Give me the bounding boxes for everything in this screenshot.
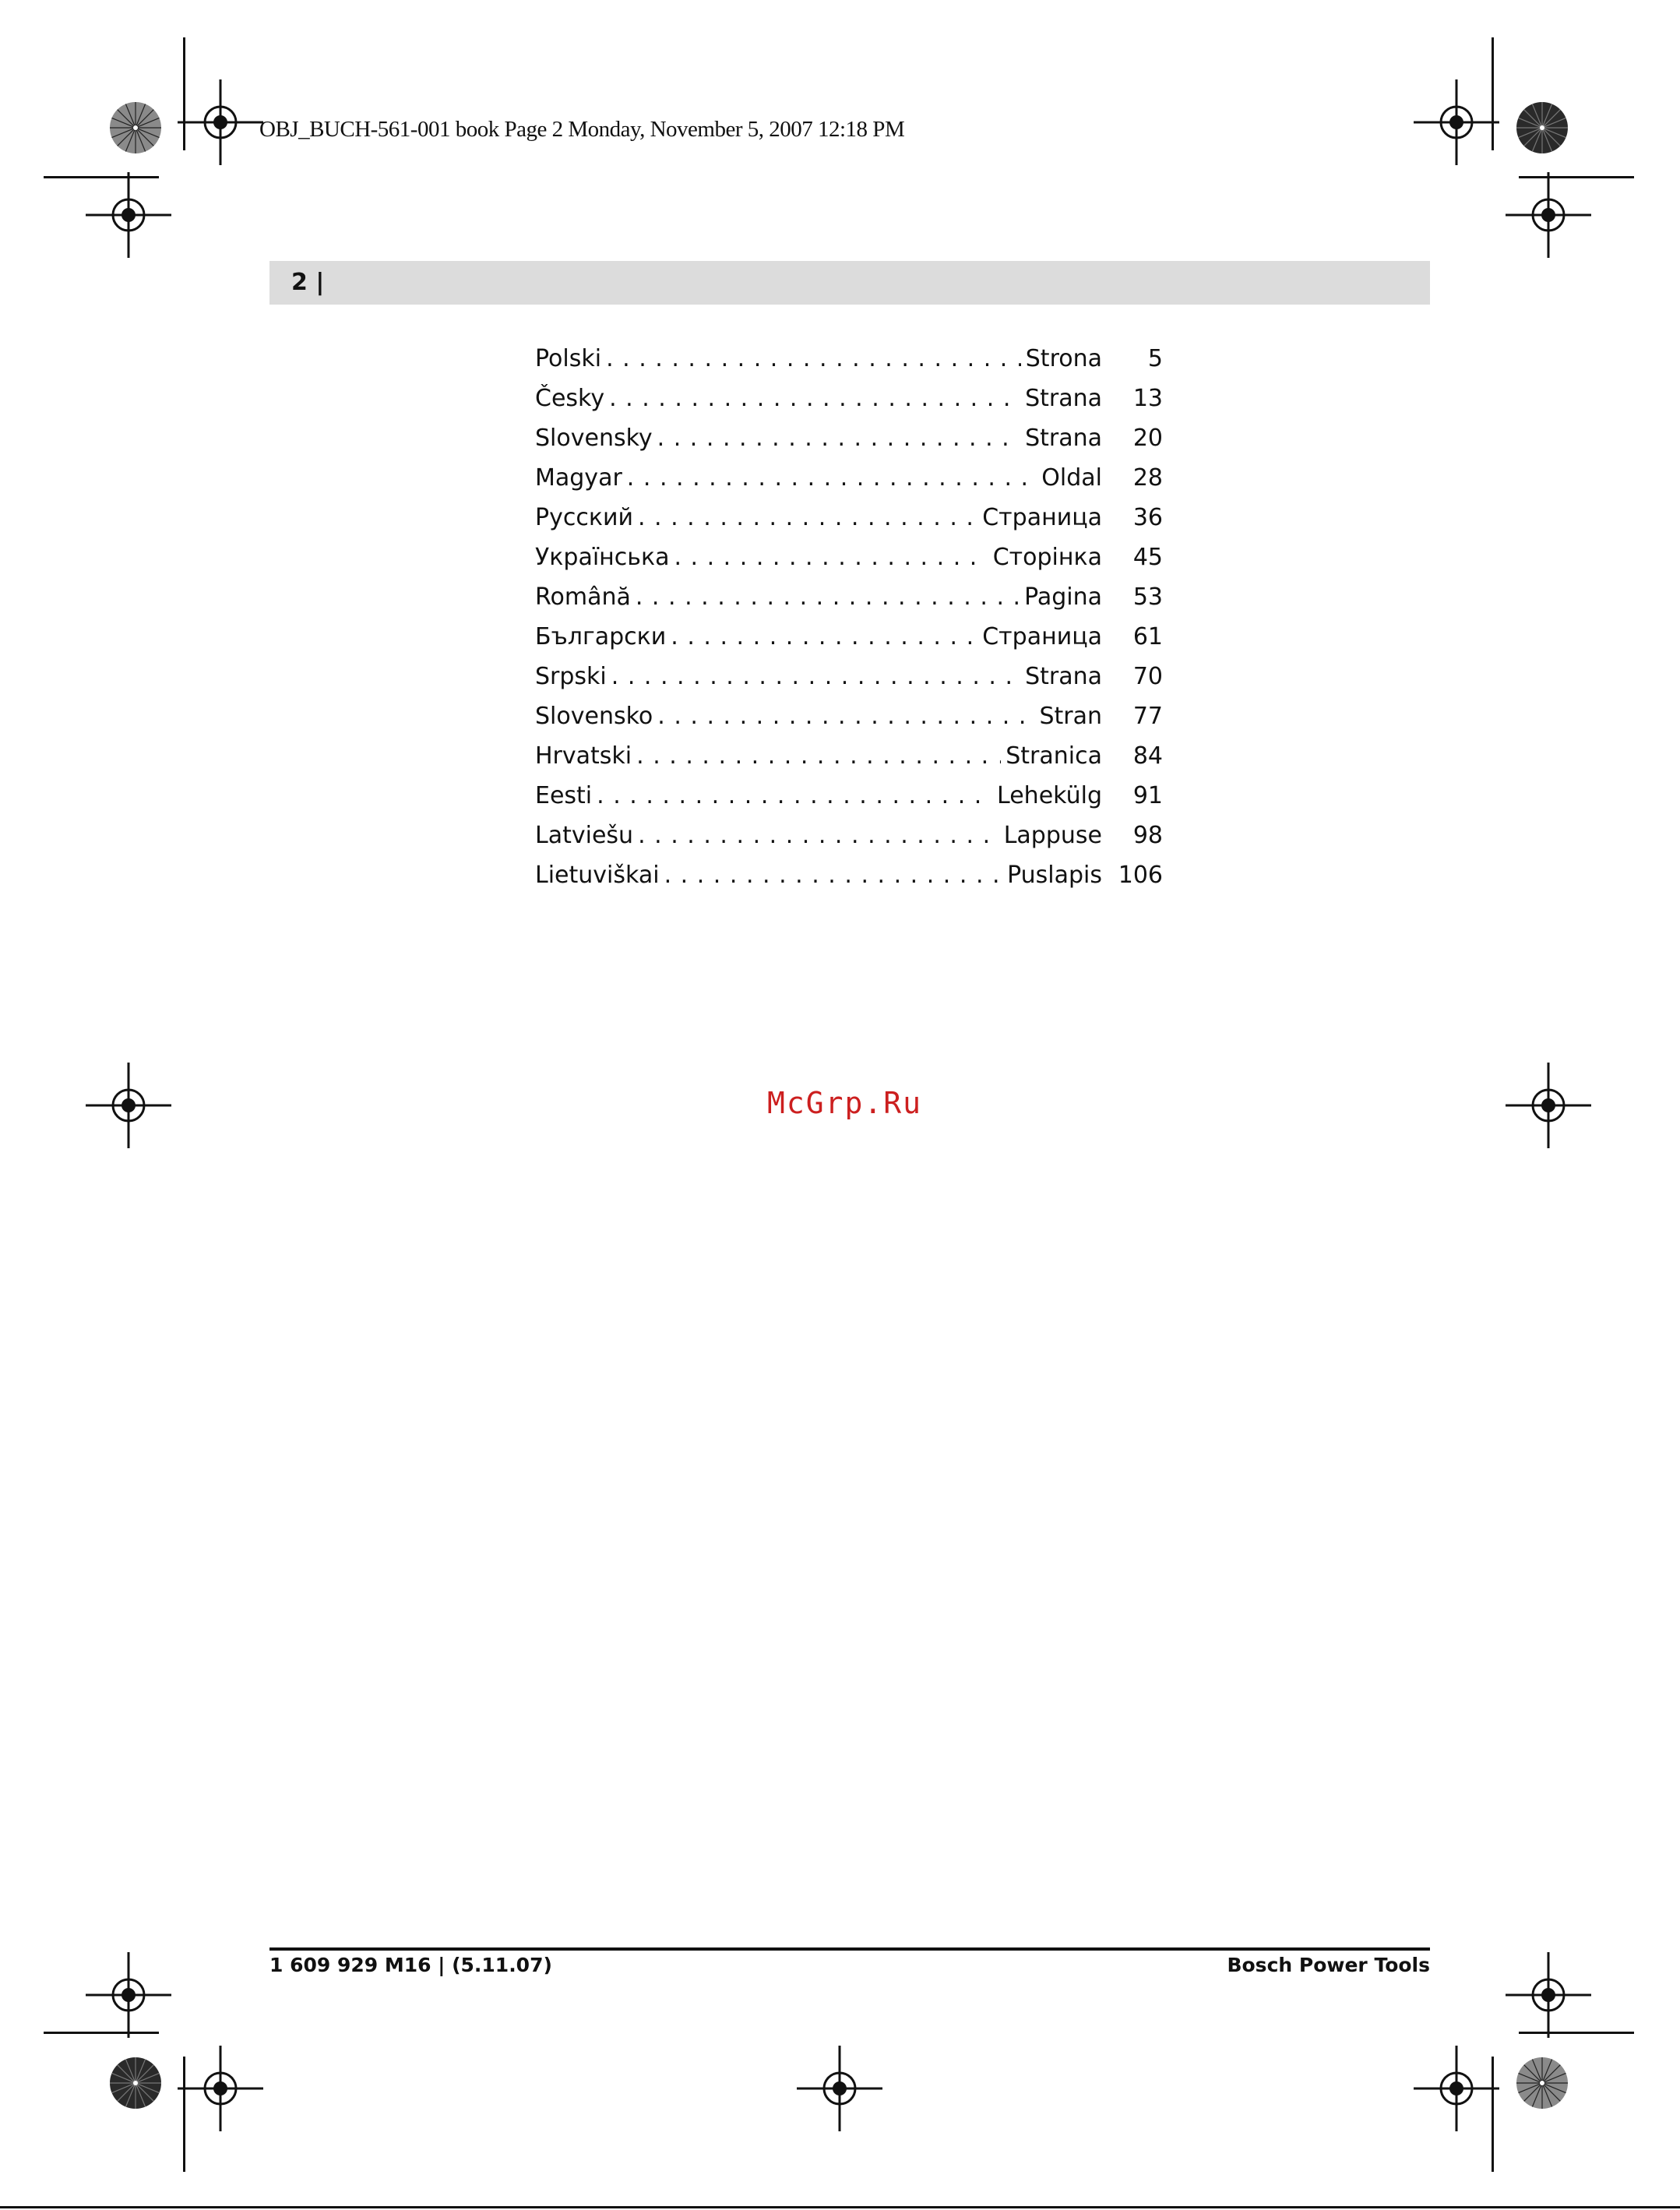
toc-page-word: Страница [982,623,1102,650]
footer-document-number: 1 609 929 M16 | (5.11.07) [269,1954,552,1976]
toc-page-word: Puslapis [1007,862,1102,889]
registration-mark-icon [86,1952,171,2038]
registration-mark-icon [178,2046,263,2131]
toc-page-word: Strana [1025,425,1102,452]
toc-language: Polski [535,345,602,372]
registration-mark-icon [1506,1952,1591,2038]
toc-language: Slovensko [535,703,653,730]
toc-language: Latviešu [535,822,634,849]
toc-page-number: 84 [1132,742,1163,770]
toc-page-number: 106 [1118,862,1163,889]
toc-entry [535,425,1163,464]
toc-entry [535,385,1163,425]
toc-entry [535,583,1163,623]
toc-page-word: Страница [982,504,1102,531]
toc-language: Česky [535,385,605,412]
toc-leader-dots [657,425,1020,452]
toc-language: Hrvatski [535,742,632,770]
toc-leader-dots [638,504,977,531]
toc-leader-dots [609,385,1020,412]
toc-entry [535,862,1163,901]
toc-page-word: Lehekülg [997,782,1102,809]
starburst-wheel-icon [1516,101,1569,154]
footer-rule [269,1947,1430,1951]
registration-mark-icon [1414,2046,1499,2131]
starburst-wheel-icon [1516,2057,1569,2110]
print-slug: OBJ_BUCH-561-001 book Page 2 Monday, November 5, 2007 12:18 PM [259,117,905,142]
toc-entry [535,345,1163,385]
toc-page-number: 45 [1132,544,1163,571]
toc-page-word: Strona [1025,345,1102,372]
toc-leader-dots [664,862,1002,889]
registration-mark-icon [1414,79,1499,165]
toc-leader-dots [606,345,1021,372]
toc-entry [535,544,1163,583]
toc-page-word: Strana [1025,385,1102,412]
running-header [269,261,1430,305]
toc-page-number: 5 [1147,345,1163,372]
toc-page-word: Oldal [1041,464,1102,492]
starburst-wheel-icon [109,101,162,154]
starburst-wheel-icon [109,2057,162,2110]
toc-page-number: 77 [1132,703,1163,730]
toc-leader-dots [636,583,1020,611]
page-edge-line [0,2206,1680,2208]
toc-page-word: Strana [1025,663,1102,690]
toc-page-number: 28 [1132,464,1163,492]
toc-page-word: Stran [1039,703,1102,730]
toc-language: Eesti [535,782,593,809]
toc-page-word: Stranica [1006,742,1102,770]
watermark: McGrp.Ru [767,1086,923,1120]
toc-page-word: Сторінка [992,544,1102,571]
toc-page-word: Pagina [1024,583,1102,611]
toc-entry [535,464,1163,504]
registration-mark-icon [1506,172,1591,258]
toc-page-number: 53 [1132,583,1163,611]
toc-leader-dots [638,822,999,849]
toc-entry [535,504,1163,544]
toc-page-word: Lappuse [1003,822,1102,849]
toc-leader-dots [597,782,992,809]
toc-leader-dots [657,703,1034,730]
toc-entry [535,623,1163,663]
toc-entry [535,822,1163,862]
toc-leader-dots [611,663,1020,690]
registration-mark-icon [1506,1063,1591,1148]
toc-entry [535,703,1163,742]
toc-leader-dots [636,742,1001,770]
registration-mark-icon [86,172,171,258]
toc-leader-dots [627,464,1037,492]
toc-language: Български [535,623,667,650]
toc-page-number: 91 [1132,782,1163,809]
toc-page-number: 13 [1132,385,1163,412]
toc-language: Русский [535,504,633,531]
registration-mark-icon [178,79,263,165]
registration-mark-icon [797,2046,882,2131]
toc-page-number: 70 [1132,663,1163,690]
toc-language: Magyar [535,464,622,492]
toc-page-number: 61 [1132,623,1163,650]
toc-entry [535,742,1163,782]
toc-leader-dots [671,623,977,650]
toc-language: Українська [535,544,670,571]
toc-language: Slovensky [535,425,653,452]
registration-mark-icon [86,1063,171,1148]
toc-page-number: 98 [1132,822,1163,849]
toc-leader-dots [674,544,988,571]
toc-entry [535,663,1163,703]
toc-page-number: 20 [1132,425,1163,452]
page-number: 2 | [291,269,325,296]
toc-language: Română [535,583,631,611]
footer-brand: Bosch Power Tools [1227,1954,1430,1976]
toc-language: Lietuviškai [535,862,660,889]
toc-language: Srpski [535,663,607,690]
toc-page-number: 36 [1132,504,1163,531]
toc-entry [535,782,1163,822]
table-of-contents [535,345,1163,901]
